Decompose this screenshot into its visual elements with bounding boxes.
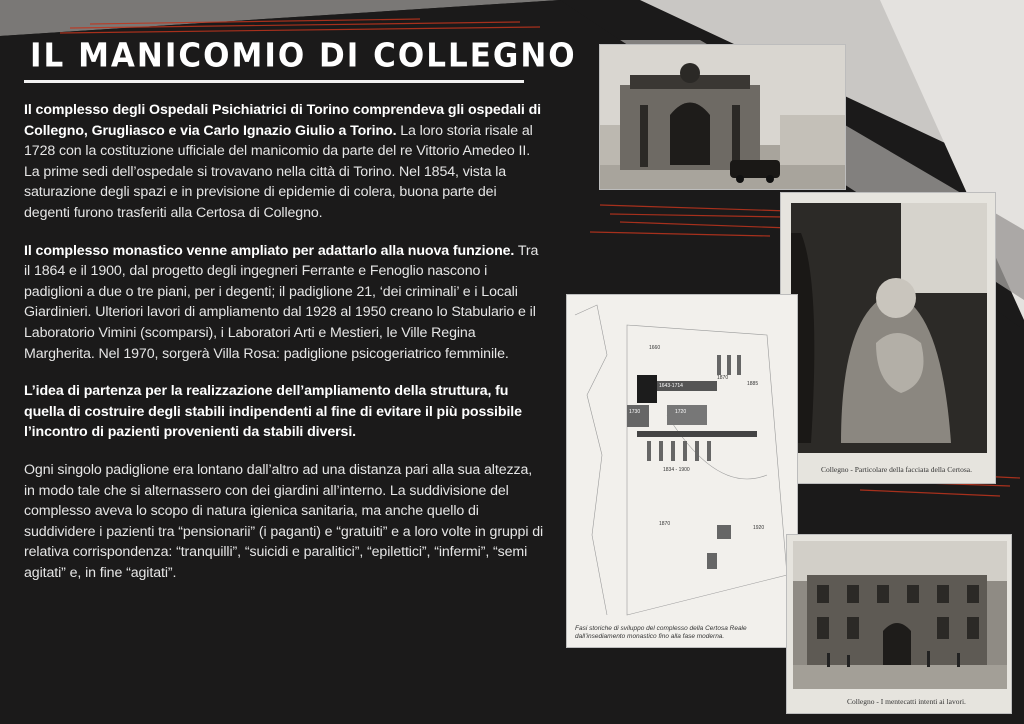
- paragraph-1: [24, 100, 544, 224]
- paragraph-4-body: Ogni singolo padiglione era lontano dall’altro ad una distanza pari alla sua altezza, in modo tale che si alternassero con dei giardini all’interno. La suddivisione del complesso aveva lo scopo di natura igienica sanitaria, ma anche quello di suddividere i pazienti tra “pensionarii” (i paganti) e “gratuiti” e a loro volte in gruppi di relativa corrispondenza: “tranquilli”, “suicidi e paralitici”, “epilettici”, “infermi”, “semi agitati” e, in fine “agitati”.: [24, 461, 544, 581]
- paragraph-4: [24, 460, 544, 584]
- map-label-1720: 1720: [675, 409, 687, 415]
- map-label-1643: 1643-1714: [659, 383, 683, 389]
- article-body: [24, 100, 544, 600]
- statue-caption: Collegno - Particolare della facciata della Certosa.: [821, 465, 972, 474]
- paragraph-2: [24, 241, 544, 365]
- paragraph-1-body: La loro storia risale al 1728 con la costituzione ufficiale del manicomio da parte del re Vittorio Amedeo II. La prime sedi dell’ospedale si trovavano nella città di Torino. Nel 1854, vista la saturazione degli spazi e in previsione di epidemie di colera, buona parte dei degenti furono trasferiti alla Certosa di Collegno.: [24, 122, 533, 221]
- map-label-1660: 1660: [649, 345, 661, 351]
- map-label-1885: 1885: [747, 381, 759, 387]
- paragraph-3: [24, 381, 544, 443]
- map-label-1920: 1920: [753, 525, 765, 531]
- statue-illustration: [781, 193, 996, 484]
- courtyard-caption: Collegno - I mentecatti intenti ai lavori.: [847, 697, 966, 706]
- gate-illustration: [600, 45, 846, 190]
- photo-courtyard: [786, 534, 1012, 714]
- photo-entrance-gate: [599, 44, 846, 190]
- paragraph-2-lead: Il complesso monastico venne ampliato per adattarlo alla nuova funzione.: [24, 242, 515, 259]
- map-label-1870b: 1870: [659, 521, 671, 527]
- photo-statue-detail: [780, 192, 996, 484]
- courtyard-illustration: [787, 535, 1012, 714]
- paragraph-1-lead: Il complesso degli Ospedali Psichiatrici di Torino comprendeva gli ospedali di Collegno, Grugliasco e via Carlo Ignazio Giulio a Torino.: [24, 102, 541, 139]
- paragraph-3-lead: L’idea di partenza per la realizzazione dell’ampliamento della struttura, fu quella di costruire degli stabili indipendenti al fine di evitare il più possibile l’incontro di pazienti provenienti da stabili diversi.: [24, 383, 522, 441]
- page-title: IL MANICOMIO DI COLLEGNO: [30, 37, 577, 75]
- paragraph-2-body: Tra il 1864 e il 1900, dal progetto degli ingegneri Ferrante e Fenoglio nascono i padiglioni a due o tre piani, per i degenti; il padiglione 21, ‘dei criminali’ e i Locali Giardinieri. Ulteriori lavori di ampliamento dal 1928 al 1950 creano lo Stabulario e il Laboratorio Vimini (scomparsi), i Laboratori Arti e Mestieri, le Ville Regina Margherita. Nel 1970, sorgerà Villa Rosa: padiglione psicogeriatrico femminile.: [24, 242, 539, 362]
- map-label-1730: 1730: [629, 409, 641, 415]
- site-map-illustration: [567, 295, 798, 648]
- map-caption: Fasi storiche di sviluppo del complesso della Certosa Reale dall’insediamento monastico fino alla fase moderna.: [575, 625, 747, 640]
- photo-site-map: [566, 294, 798, 648]
- title-underline: [24, 80, 524, 83]
- map-label-1870a: 1870: [717, 375, 729, 381]
- map-label-1834: 1834 - 1900: [663, 467, 690, 473]
